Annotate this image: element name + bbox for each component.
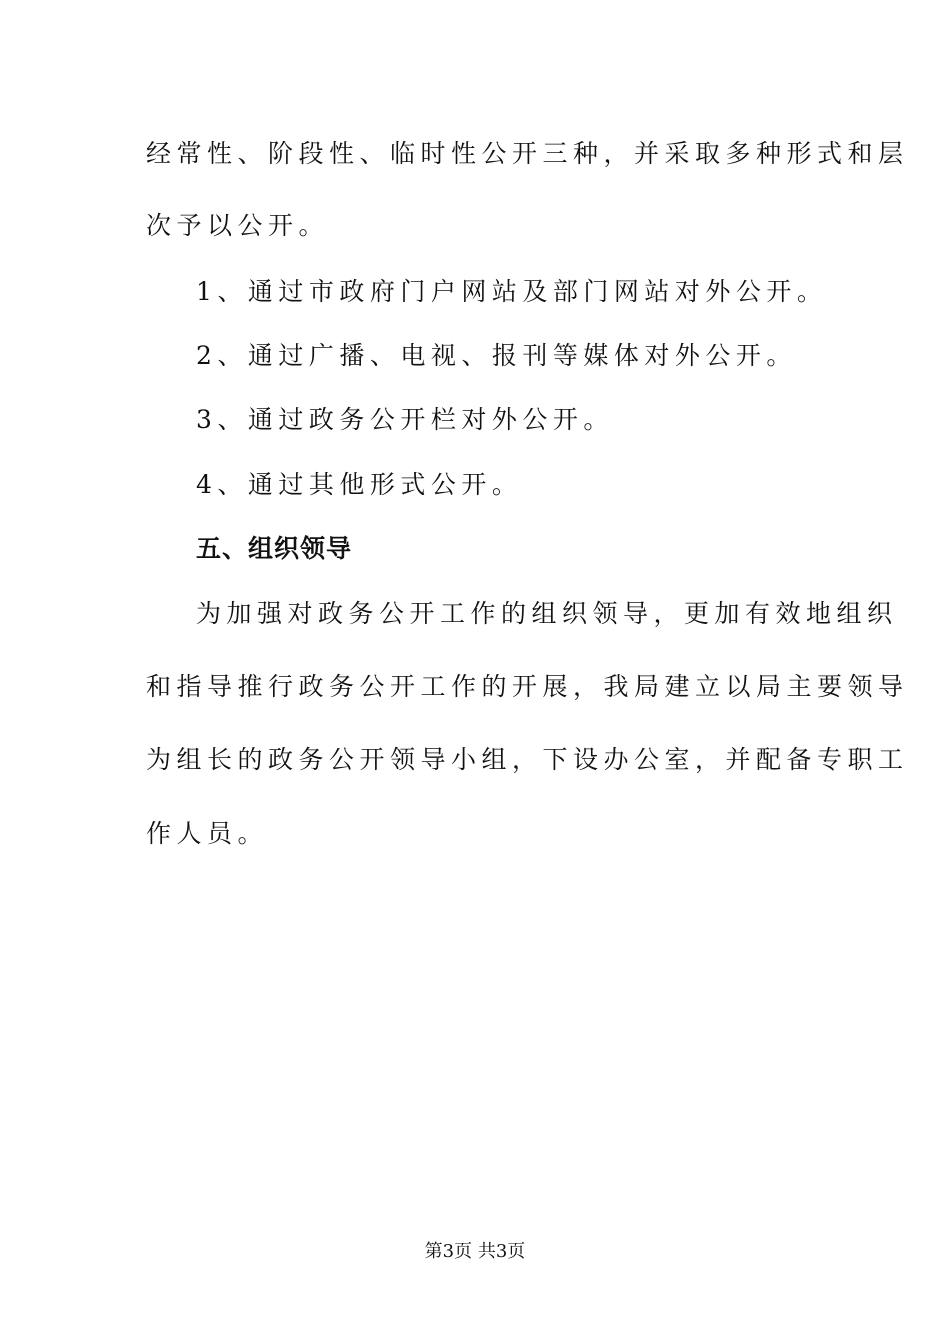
paragraph-line: 次予以公开。: [146, 211, 330, 240]
page-indicator: 第3页 共3页: [424, 1241, 526, 1262]
list-item: 1、通过市政府门户网站及部门网站对外公开。: [196, 277, 828, 306]
list-item: 4、通过其他形式公开。: [196, 470, 523, 499]
list-item: 3、通过政务公开栏对外公开。: [196, 405, 614, 434]
paragraph-line: 和指导推行政务公开工作的开展，我局建立以局主要领导: [146, 672, 909, 701]
paragraph-line: 经常性、阶段性、临时性公开三种，并采取多种形式和层: [146, 139, 909, 168]
section-heading: 五、组织领导: [196, 534, 353, 563]
paragraph-line: 作人员。: [146, 819, 269, 848]
list-item: 2、通过广播、电视、报刊等媒体对外公开。: [196, 341, 797, 370]
paragraph-line: 为加强对政务公开工作的组织领导，更加有效地组织: [196, 599, 898, 628]
paragraph-line: 为组长的政务公开领导小组，下设办公室，并配备专职工: [146, 745, 909, 774]
